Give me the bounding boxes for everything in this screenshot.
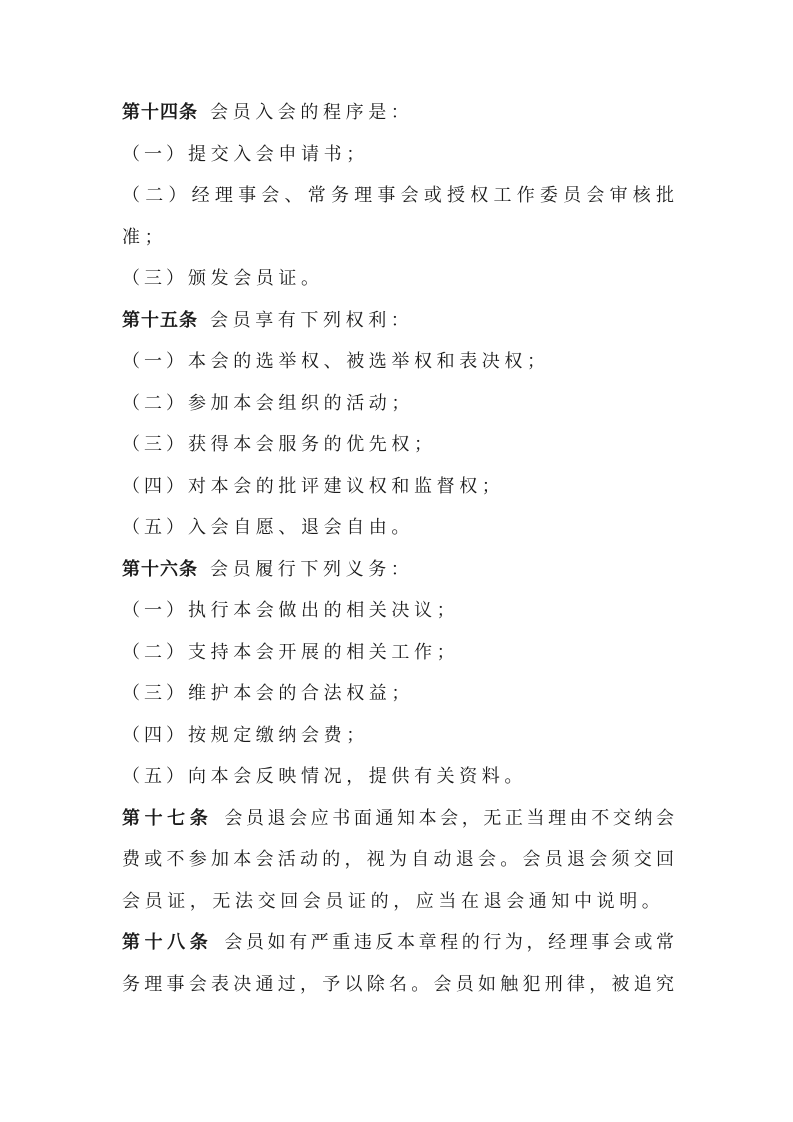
paragraph-line: 务理事会表决通过，予以除名。会员如触犯刑律，被追究 [122,973,674,995]
list-item: （三）颁发会员证。 [122,268,324,289]
list-item: （一）本会的选举权、被选举权和表决权； [122,351,550,372]
list-item: （三）获得本会服务的优先权； [122,434,437,455]
paragraph-line: 会员证，无法交回会员证的，应当在退会通知中说明。 [122,890,665,912]
paragraph-line: 费或不参加本会活动的，视为自动退会。会员退会须交回 [122,849,674,870]
article-number: 第十五条 [122,309,198,331]
list-item: （二）经理事会、常务理事会或授权工作委员会审核批 [122,185,675,206]
article-15-heading: 第十五条 会员享有下列权利： [122,309,414,331]
article-number: 第十七条 [122,807,213,829]
list-item: （一）执行本会做出的相关决议； [122,600,460,621]
document-page [122,92,674,1005]
article-16-heading: 第十六条 会员履行下列义务： [122,558,414,580]
article-number: 第十六条 [122,558,198,580]
list-item: （五）向本会反映情况，提供有关资料。 [122,766,527,787]
list-item: （四）按规定缴纳会费； [122,724,369,746]
article-17-paragraph: 第十七条 会员退会应书面通知本会，无正当理由不交纳会 [122,807,675,829]
article-number: 第十八条 [122,932,213,953]
list-item: （二）参加本会组织的活动； [122,392,414,414]
list-item: （二）支持本会开展的相关工作； [122,641,460,663]
article-number: 第十四条 [122,102,198,123]
article-18-paragraph: 第十八条 会员如有严重违反本章程的行为，经理事会或常 [122,932,675,953]
list-item: （一）提交入会申请书； [122,143,369,165]
list-item: （五）入会自愿、退会自由。 [122,517,414,538]
list-item: （四）对本会的批评建议权和监督权； [122,475,505,497]
list-item-continuation: 准； [122,226,168,248]
article-14-heading: 第十四条 会员入会的程序是： [122,102,414,123]
list-item: （三）维护本会的合法权益； [122,683,414,704]
